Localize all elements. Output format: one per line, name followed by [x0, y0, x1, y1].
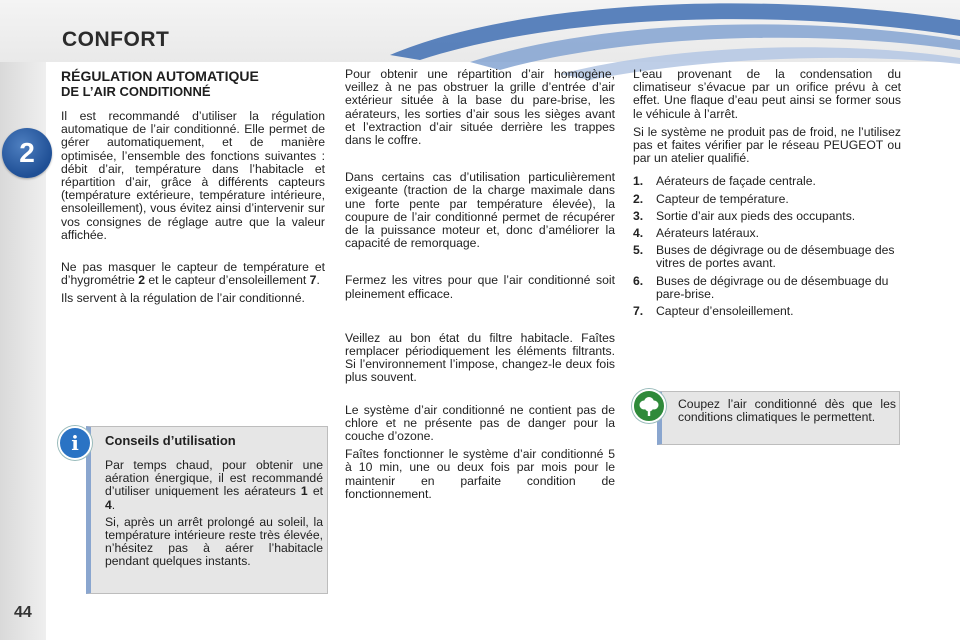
column-middle [345, 68, 615, 506]
tips-paragraph: Si, après un arrêt prolongé au soleil, la température intérieure reste très élevée, n’hésitez pas à aérer l’habitacle pendant quelques instants. [105, 514, 323, 569]
column-left [61, 68, 325, 311]
list-item: 2. Capteur de température. [633, 191, 789, 206]
paragraph: Si le système ne produit pas de froid, ne l’utilisez pas et faites vérifier par le réseau PEUGEOT ou par un atelier qualifié. [633, 124, 901, 166]
paragraph: Fermez les vitres pour que l’air conditionné soit pleinement efficace. [345, 273, 615, 301]
legend-list [633, 175, 901, 318]
list-item: 1. Aérateurs de façade centrale. [633, 174, 816, 189]
info-icon: i [58, 426, 92, 460]
chapter-badge: 2 [2, 128, 52, 178]
tips-text [105, 459, 323, 573]
list-item: 7. Capteur d’ensoleillement. [633, 304, 794, 319]
tips-paragraph: Par temps chaud, pour obtenir une aération énergique, il est recommandé d’utiliser uniquement les aérateurs 1 et 4. [105, 458, 323, 512]
list-item: 3. Sortie d’air aux pieds des occupants. [633, 208, 856, 223]
paragraph: Faîtes fonctionner le système d’air conditionné 5 à 10 min, une ou deux fois par mois pour le maintenir en parfaite condition de fonctionnement. [345, 447, 615, 501]
page-number: 44 [14, 604, 32, 621]
page-title: CONFORT [62, 28, 170, 51]
tree-icon [632, 389, 666, 423]
paragraph-sensor-note: Ne pas masquer le capteur de température et d’hygrométrie 2 et le capteur d’ensoleillement 7. [61, 260, 325, 288]
paragraph: Veillez au bon état du filtre habitacle. Faîtes remplacer périodiquement les éléments filtrants. Si l’environnement l’impose, changez-le deux fois plus souvent. [345, 330, 615, 385]
eco-tip-text: Coupez l’air conditionné dès que les conditions climatiques le permettent. [678, 397, 896, 425]
column-right [633, 68, 901, 322]
section-heading: RÉGULATION AUTOMATIQUE [61, 68, 259, 84]
list-item: 6. Buses de dégivrage ou de désembuage du pare-brise. [633, 273, 889, 301]
tips-box [86, 426, 328, 594]
list-item: 4. Aérateurs latéraux. [633, 226, 759, 241]
list-item: 5. Buses de dégivrage ou de désembuage des vitres de portes avant. [633, 243, 895, 271]
section-subheading: DE L’AIR CONDITIONNÉ [61, 84, 211, 99]
paragraph: L’eau provenant de la condensation du climatiseur s’évacue par un orifice prévu à cet effet. Une flaque d’eau peut ainsi se former sous le véhicule à l’arrêt. [633, 67, 901, 121]
eco-tip-box [657, 391, 900, 445]
paragraph: Le système d’air conditionné ne contient pas de chlore et ne présente pas de danger pour la couche d’ozone. [345, 402, 615, 444]
paragraph: Il est recommandé d’utiliser la régulation automatique de l’air conditionné. Elle permet de gérer automatiquement, et de manière optimisée, l’ensemble des fonctions suivantes : débit d’air, température dans l’habitacle et répartition d’air, grâce à différents capteurs (température extérieure, température intérieure, ensoleillement), vous évitez ainsi d’intervenir sur vos consignes de réglage autre que la valeur affichée. [61, 109, 325, 242]
paragraph: Dans certains cas d’utilisation particulièrement exigeante (traction de la charge maximale dans une forte pente par température élevée), la coupure de l’air conditionné permet de récupérer de la puissance moteur et, donc d’améliorer la capacité de remorquage. [345, 170, 615, 251]
paragraph: Pour obtenir une répartition d’air homogène, veillez à ne pas obstruer la grille d’entrée d’air extérieur située à la base du pare-brise, les aérateurs, les sorties d’air sous les sièges avant et l’extraction d’air située derrière les trappes dans le coffre. [345, 67, 615, 148]
paragraph: Ils servent à la régulation de l’air conditionné. [61, 291, 305, 306]
tips-title: Conseils d’utilisation [105, 433, 236, 448]
